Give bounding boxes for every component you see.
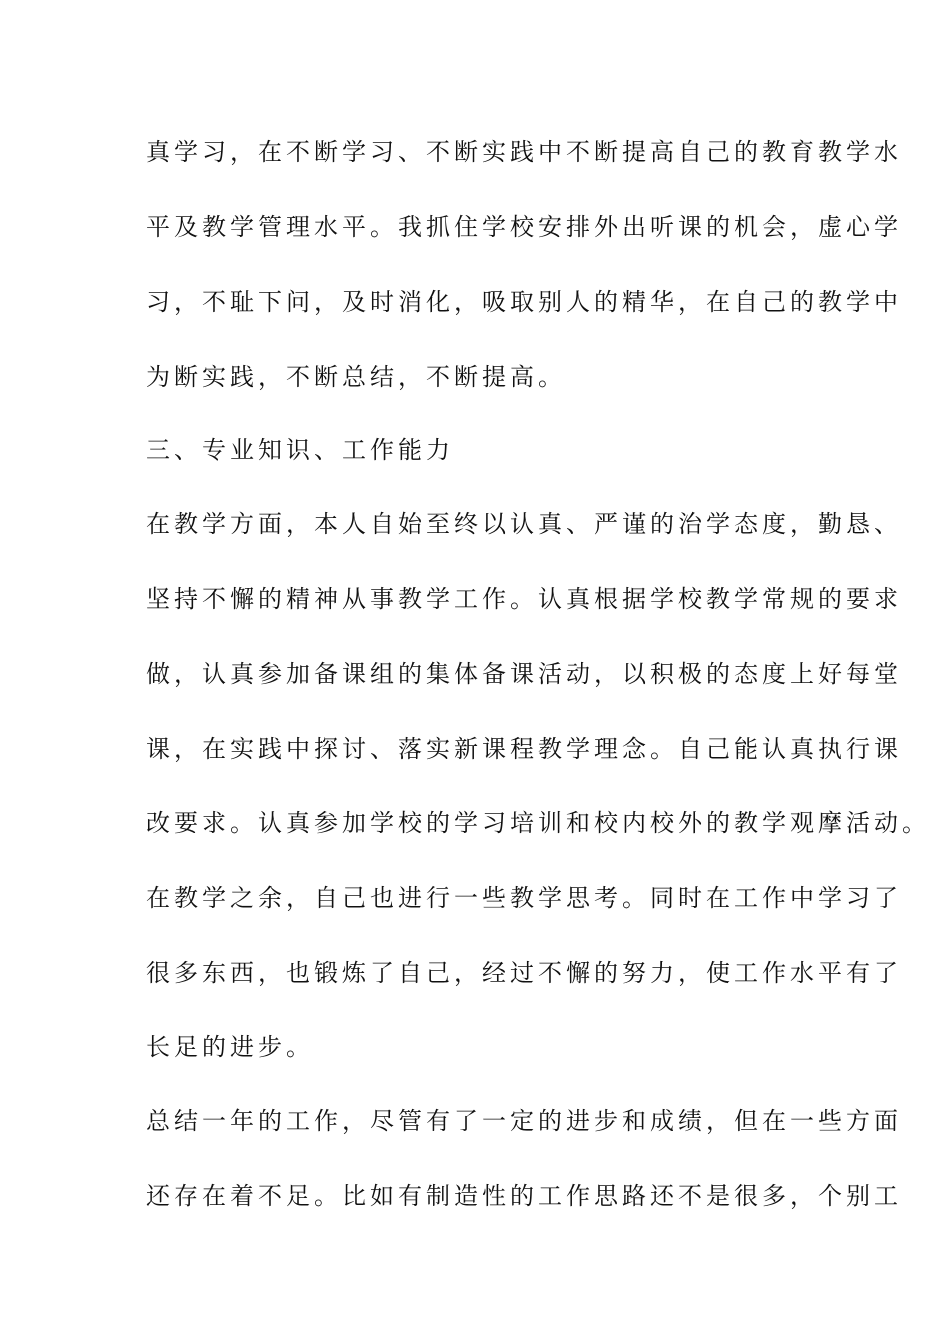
section-heading: 三、专业知识、工作能力: [146, 436, 454, 464]
text-line: 为断实践，不断总结，不断提高。: [146, 363, 566, 391]
text-line: 很多东西，也锻炼了自己，经过不懈的努力，使工作水平有了: [146, 959, 902, 987]
text-line: 做，认真参加备课组的集体备课活动，以积极的态度上好每堂: [146, 660, 902, 688]
text-line: 真学习，在不断学习、不断实践中不断提高自己的教育教学水: [146, 138, 902, 166]
text-line: 还存在着不足。比如有制造性的工作思路还不是很多，个别工: [146, 1182, 902, 1210]
text-line: 长足的进步。: [146, 1033, 314, 1061]
text-line: 课，在实践中探讨、落实新课程教学理念。自己能认真执行课: [146, 735, 902, 763]
text-line: 习，不耻下问，及时消化，吸取别人的精华，在自己的教学中: [146, 288, 902, 316]
text-line: 总结一年的工作，尽管有了一定的进步和成绩，但在一些方面: [146, 1107, 902, 1135]
text-line: 坚持不懈的精神从事教学工作。认真根据学校教学常规的要求: [146, 585, 902, 613]
text-line: 平及教学管理水平。我抓住学校安排外出听课的机会，虚心学: [146, 213, 902, 241]
text-line: 在教学方面，本人自始至终以认真、严谨的治学态度，勤恳、: [146, 510, 902, 538]
text-line: 改要求。认真参加学校的学习培训和校内校外的教学观摩活动。: [146, 809, 930, 837]
text-line: 在教学之余，自己也进行一些教学思考。同时在工作中学习了: [146, 884, 902, 912]
